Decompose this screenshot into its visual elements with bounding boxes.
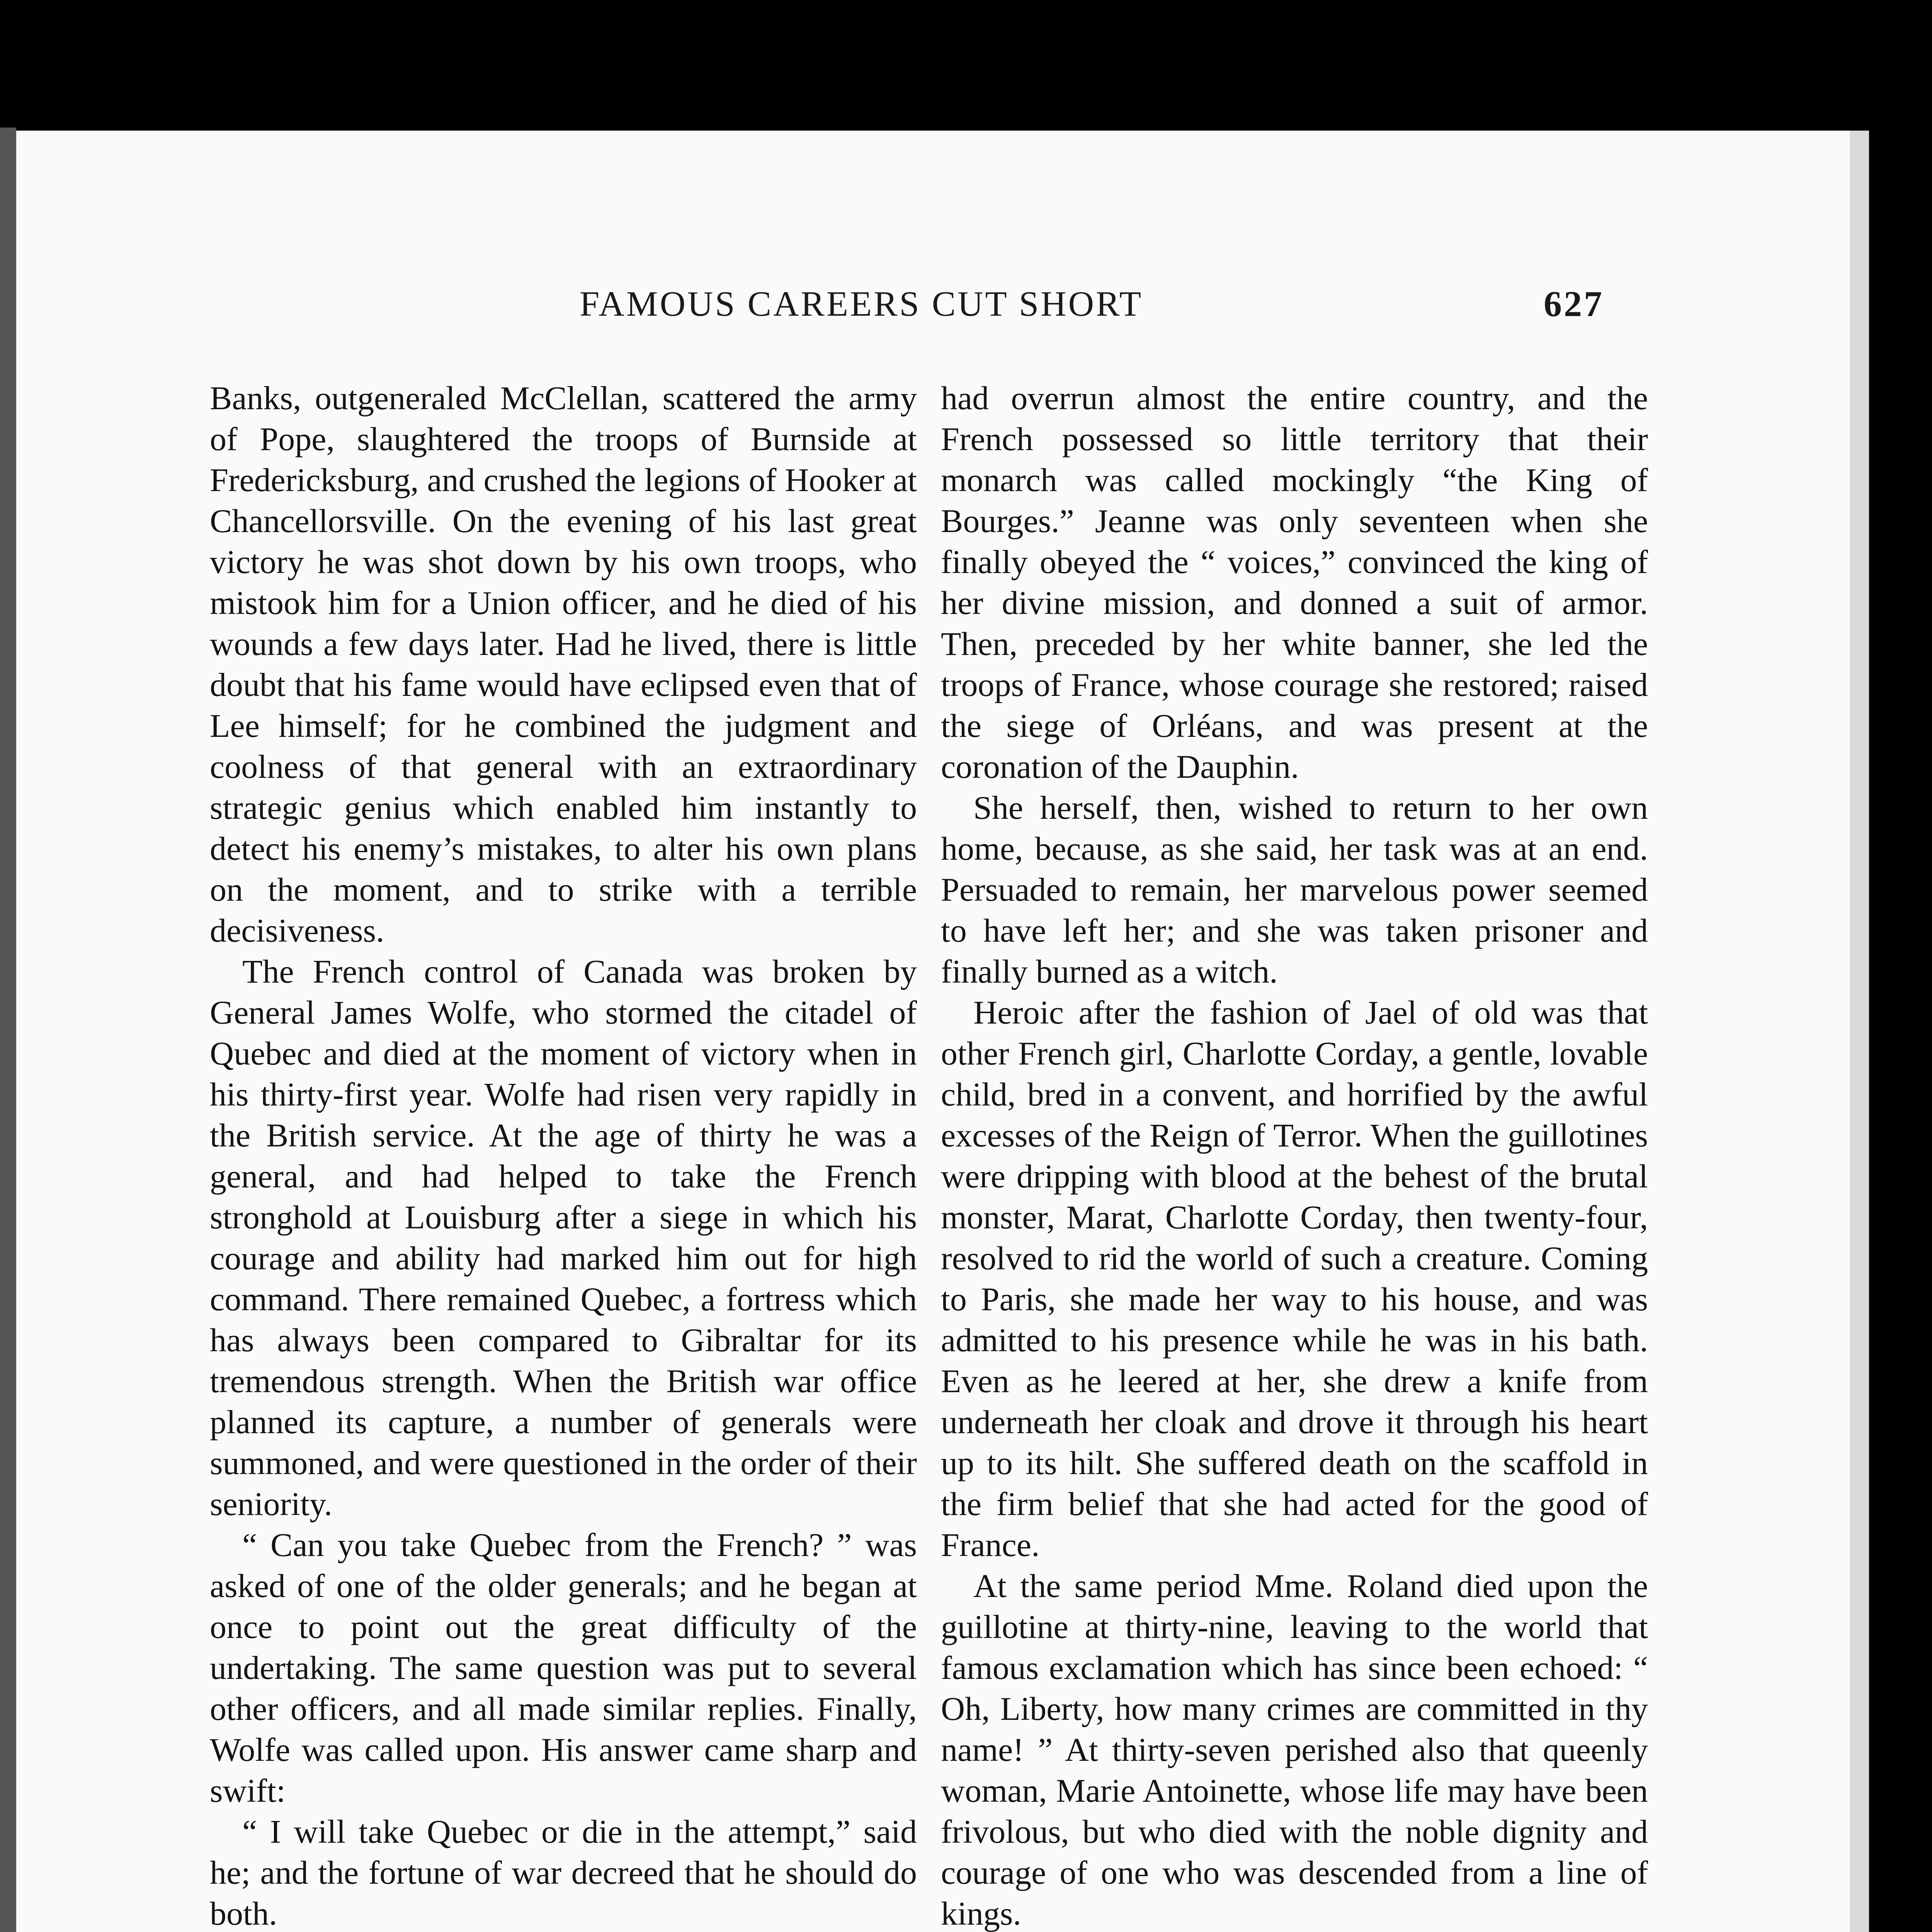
paragraph: “ Can you take Quebec from the French? ” was asked of one of the older generals; and he began at once to point out the great difficulty of the undertaking. The same question was put to several other officers, and all made similar replies. Finally, Wolfe was called upon. His answer came sharp and swift:: [210, 1526, 917, 1809]
paragraph: Banks, outgeneraled McClellan, scattered the army of Pope, slaughtered the troops of Burnside at Fredericksburg, and crushed the legions of Hooker at Chancellorsville. On the evening of his last great victory he was shot down by his own troops, who mistook him for a Union officer, and he died of his wounds a few days later. Had he lived, there is little doubt that his fame would have eclipsed even that of Lee himself; for he combined the judgment and coolness of that general with an extraordinary strategic genius which enabled him instantly to detect his enemy’s mistakes, to alter his own plans on the moment, and to strike with a terrible decisiveness.: [210, 379, 917, 949]
paragraph: “ I will take Quebec or die in the attempt,” said he; and the fortune of war decreed that he should do both.: [210, 1813, 917, 1932]
page-right-edge: [1850, 131, 1869, 1932]
running-title: FAMOUS CAREERS CUT SHORT: [580, 284, 1143, 323]
paragraph: At the same period Mme. Roland died upon the guillotine at thirty-nine, leaving to the world that famous exclamation which has since been echoed: “ Oh, Liberty, how many crimes are committed in thy name! ” At thirty-seven perished also that queenly woman, Marie Antoinette, whose life may have been frivolous, but who died with the noble dignity and courage of one who was descended from a line of kings.: [941, 1567, 1648, 1932]
paragraph: The French control of Canada was broken by General James Wolfe, who stormed the citadel of Quebec and died at the moment of victory when in his thirty-first year. Wolfe had risen very rapidly in the British service. At the age of thirty he was a general, and had helped to take the French stronghold at Louisburg after a siege in which his courage and ability had marked him out for high command. There remained Quebec, a fortress which has always been compared to Gibraltar for its tremendous strength. When the British war office planned its capture, a number of generals were summoned, and were questioned in the order of their seniority.: [210, 953, 917, 1522]
page-left-edge: [0, 128, 16, 1932]
left-column: [210, 378, 917, 1932]
paragraph: She herself, then, wished to return to her own home, because, as she said, her task was at an end. Persuaded to remain, her marvelous power seemed to have left her; and she was taken prisoner and finally burned as a witch.: [941, 789, 1648, 990]
page-number: 627: [1544, 284, 1604, 324]
right-column: [941, 378, 1648, 1932]
paragraph: had overrun almost the entire country, and the French possessed so little territory that their monarch was called mockingly “the King of Bourges.” Jeanne was only seventeen when she finally obeyed the “ voices,” convinced the king of her divine mission, and donned a suit of armor. Then, preceded by her white banner, she led the troops of France, whose courage she restored; raised the siege of Orléans, and was present at the coronation of the Dauphin.: [941, 379, 1648, 785]
page-header: [0, 283, 1932, 330]
paragraph: Heroic after the fashion of Jael of old was that other French girl, Charlotte Corday, a gentle, lovable child, bred in a convent, and horrified by the awful excesses of the Reign of Terror. When the guillotines were dripping with blood at the behest of the brutal monster, Marat, Charlotte Corday, then twenty-four, resolved to rid the world of such a creature. Coming to Paris, she made her way to his house, and was admitted to his presence while he was in his bath. Even as he leered at her, she drew a knife from underneath her cloak and drove it through his heart up to its hilt. She suffered death on the scaffold in the firm belief that she had acted for the good of France.: [941, 994, 1648, 1563]
